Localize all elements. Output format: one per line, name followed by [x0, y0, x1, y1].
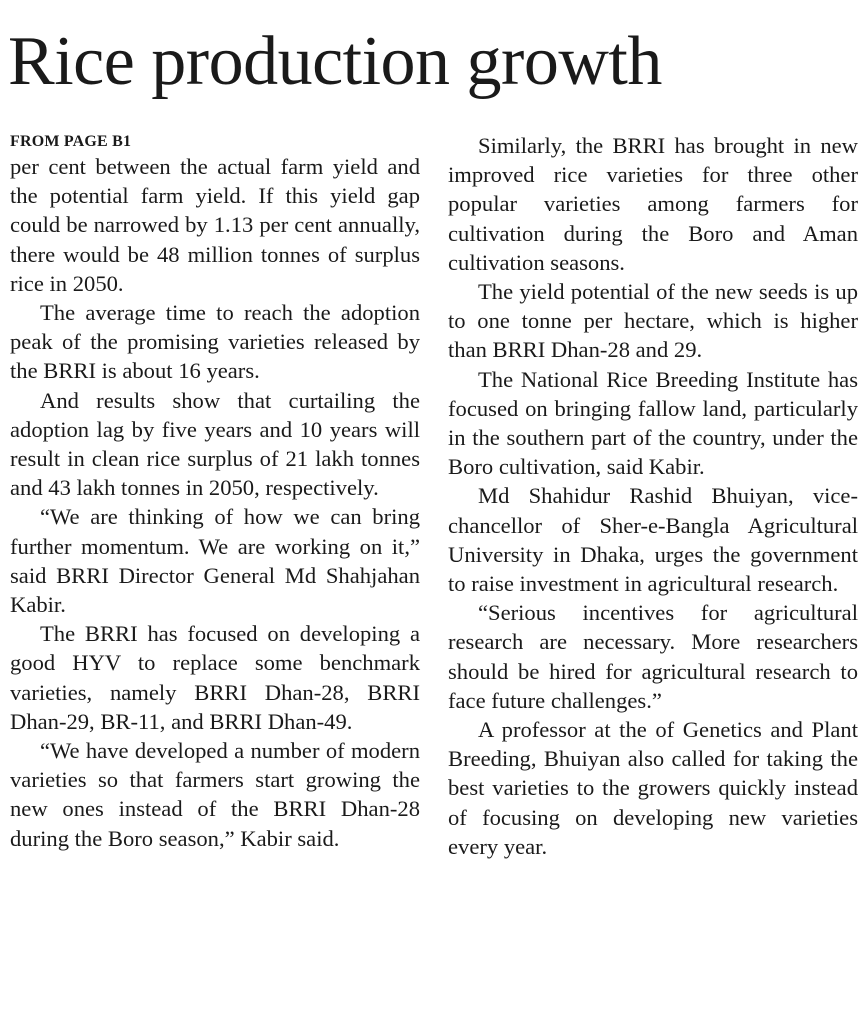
continuation-kicker: FROM PAGE B1 [10, 133, 132, 150]
paragraph: “Serious incentives for agricultural research are necessary. More researchers should be hired for agricultural research to face future challenges.” [448, 600, 858, 713]
paragraph: “We have developed a number of modern varieties so that farmers start growing the new ones instead of the BRRI Dhan-28 during the Boro season,” Kabir said. [10, 738, 420, 851]
paragraph: Similarly, the BRRI has brought in new improved rice varieties for three other popular varieties among farmers for cultivation during the Boro and Aman cultivation seasons. [448, 133, 858, 275]
headline: Rice production growth [8, 23, 662, 100]
paragraph: per cent between the actual farm yield and the potential farm yield. If this yield gap could be narrowed by 1.13 per cent annually, there would be 48 million tonnes of surplus rice in 2050. [10, 154, 420, 296]
article-column-left [10, 131, 420, 853]
paragraph: And results show that curtailing the adoption lag by five years and 10 years will result in clean rice surplus of 21 lakh tonnes and 43 lakh tonnes in 2050, respectively. [10, 387, 420, 501]
paragraph: The yield potential of the new seeds is up to one tonne per hectare, which is higher than BRRI Dhan-28 and 29. [448, 279, 858, 363]
paragraph: The average time to reach the adoption peak of the promising varieties released by the BRRI is about 16 years. [10, 300, 420, 384]
paragraph: “We are thinking of how we can bring further momentum. We are working on it,” said BRRI Director General Md Shahjahan Kabir. [10, 504, 420, 618]
paragraph: A professor at the of Genetics and Plant Breeding, Bhuiyan also called for taking the best varieties to the growers quickly instead of focusing on developing new varieties every year. [448, 717, 858, 859]
paragraph: The National Rice Breeding Institute has focused on bringing fallow land, particularly in the southern part of the country, under the Boro cultivation, said Kabir. [448, 366, 858, 480]
paragraph: Md Shahidur Rashid Bhuiyan, vice-chancellor of Sher-e-Bangla Agricultural University in Dhaka, urges the government to raise investment in agricultural research. [448, 483, 858, 597]
paragraph: The BRRI has focused on developing a good HYV to replace some benchmark varieties, namely BRRI Dhan-28, BRRI Dhan-29, BR-11, and BRRI Dhan-49. [10, 621, 420, 734]
article-column-right [448, 131, 858, 861]
